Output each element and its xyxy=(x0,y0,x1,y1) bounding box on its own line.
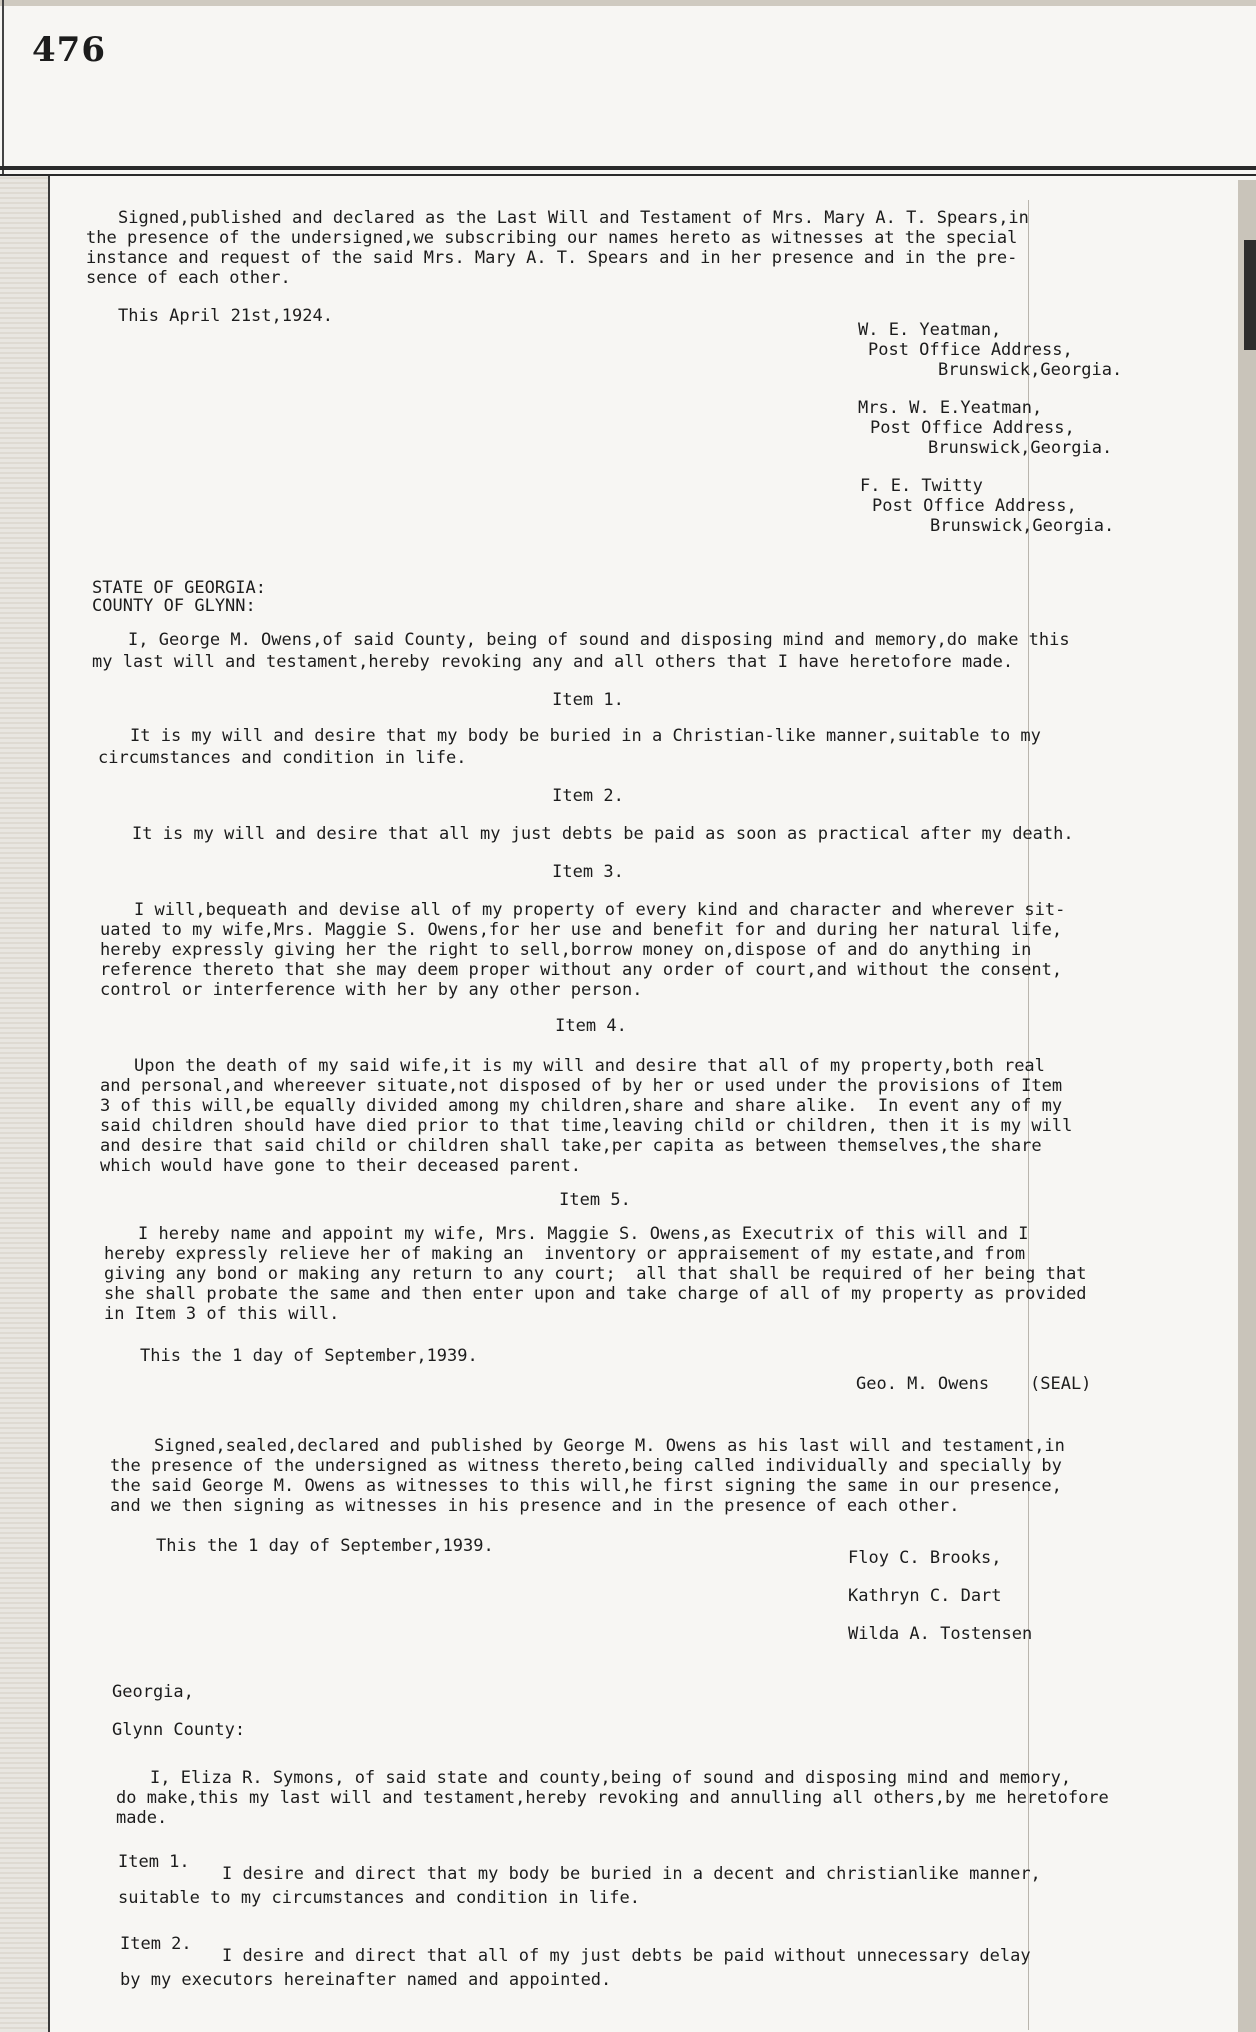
witness-name: Mrs. W. E.Yeatman, xyxy=(858,398,1043,418)
page-right-edge xyxy=(1238,180,1256,2032)
item-line: by my executors hereinafter named and appointed. xyxy=(120,1970,612,1990)
item-line: I desire and direct that my body be buried in a decent and christianlike manner, xyxy=(222,1864,1041,1884)
intro-line: do make,this my last will and testament,hereby revoking and annulling all others,by me heretofore xyxy=(116,1788,1109,1808)
attestation-line: Signed,published and declared as the Last Will and Testament of Mrs. Mary A. T. Spears,in xyxy=(118,208,1029,228)
witness-address-label: Post Office Address, xyxy=(868,340,1073,360)
attestation-line: the presence of the undersigned as witness thereto,being called individually and specially by xyxy=(110,1456,1062,1476)
attestation-line: Signed,sealed,declared and published by George M. Owens as his last will and testament,in xyxy=(154,1436,1065,1456)
witness-address-label: Post Office Address, xyxy=(872,496,1077,516)
witness-name: Kathryn C. Dart xyxy=(848,1586,1002,1606)
item-title: Item 1. xyxy=(118,1852,190,1872)
item-line: circumstances and condition in life. xyxy=(98,748,467,768)
item-line: It is my will and desire that my body be buried in a Christian-like manner,suitable to my xyxy=(130,726,1041,746)
item-line: control or interference with her by any other person. xyxy=(100,980,643,1000)
will2-date: This the 1 day of September,1939. xyxy=(140,1346,478,1366)
binding-gutter xyxy=(0,176,48,2032)
item-line: hereby expressly relieve her of making an inventory or appraisement of my estate,and from xyxy=(104,1244,1026,1264)
witness-name: W. E. Yeatman, xyxy=(858,320,1002,340)
item-line: and personal,and whereever situate,not disposed of by her or used under the provisions of Item xyxy=(100,1076,1063,1096)
witness-address-label: Post Office Address, xyxy=(870,418,1075,438)
item-line: I desire and direct that all of my just debts be paid without unnecessary delay xyxy=(222,1946,1031,1966)
witness-name: Floy C. Brooks, xyxy=(848,1548,1002,1568)
item-title: Item 2. xyxy=(552,786,624,806)
attestation-line: and we then signing as witnesses in his presence and in the presence of each other. xyxy=(110,1496,960,1516)
item-line: It is my will and desire that all my just debts be paid as soon as practical after my death. xyxy=(132,824,1074,844)
county-heading: Glynn County: xyxy=(112,1720,246,1740)
item-line: reference thereto that she may deem proper without any order of court,and without the consent, xyxy=(100,960,1063,980)
witness-address-city: Brunswick,Georgia. xyxy=(928,438,1113,458)
state-heading: STATE OF GEORGIA: xyxy=(92,578,266,598)
item-title: Item 2. xyxy=(120,1934,192,1954)
item-line: suitable to my circumstances and condition in life. xyxy=(118,1888,640,1908)
item-line: which would have gone to their deceased parent. xyxy=(100,1156,582,1176)
item-line: said children should have died prior to that time,leaving child or children, then it is my will xyxy=(100,1116,1073,1136)
item-line: she shall probate the same and then enter upon and take charge of all of my property as provided xyxy=(104,1284,1087,1304)
header-rule-thin xyxy=(0,174,1256,176)
item-line: Upon the death of my said wife,it is my will and desire that all of my property,both real xyxy=(134,1056,1045,1076)
attestation-line: instance and request of the said Mrs. Mary A. T. Spears and in her presence and in the pre- xyxy=(86,248,1018,268)
will2-attestation-date: This the 1 day of September,1939. xyxy=(156,1536,494,1556)
seal-mark: (SEAL) xyxy=(1030,1374,1092,1394)
item-line: and desire that said child or children shall take,per capita as between themselves,the share xyxy=(100,1136,1042,1156)
state-heading: Georgia, xyxy=(112,1682,194,1702)
binder-tab xyxy=(1244,240,1256,350)
county-heading: COUNTY OF GLYNN: xyxy=(92,596,256,616)
item-line: in Item 3 of this will. xyxy=(104,1304,340,1324)
testator-signature: Geo. M. Owens xyxy=(856,1374,990,1394)
witness-address-city: Brunswick,Georgia. xyxy=(938,360,1123,380)
intro-line: I, George M. Owens,of said County, being of sound and disposing mind and memory,do make this xyxy=(128,630,1070,650)
item-line: 3 of this will,be equally divided among my children,share and share alike. In event any of my xyxy=(100,1096,1063,1116)
page-number: 476 xyxy=(32,30,106,70)
attestation-line: the said George M. Owens as witnesses to this will,he first signing the same in our presence, xyxy=(110,1476,1062,1496)
witness-name: Wilda A. Tostensen xyxy=(848,1624,1033,1644)
intro-line: I, Eliza R. Symons, of said state and county,being of sound and disposing mind and memory, xyxy=(150,1768,1072,1788)
item-line: uated to my wife,Mrs. Maggie S. Owens,for her use and benefit for and during her natural life, xyxy=(100,920,1063,940)
attestation-line: sence of each other. xyxy=(86,268,291,288)
binding-line xyxy=(48,176,50,2032)
item-line: hereby expressly giving her the right to sell,borrow money on,dispose of and do anything in xyxy=(100,940,1032,960)
page-top-edge xyxy=(0,0,1256,6)
will1-date: This April 21st,1924. xyxy=(118,306,333,326)
attestation-line: the presence of the undersigned,we subscribing our names hereto as witnesses at the special xyxy=(86,228,1018,248)
item-title: Item 3. xyxy=(552,862,624,882)
item-line: I will,bequeath and devise all of my property of every kind and character and wherever sit- xyxy=(134,900,1066,920)
item-title: Item 5. xyxy=(559,1190,631,1210)
intro-line: made. xyxy=(116,1808,168,1828)
item-title: Item 4. xyxy=(555,1016,627,1036)
witness-address-city: Brunswick,Georgia. xyxy=(930,516,1115,536)
item-title: Item 1. xyxy=(552,690,624,710)
item-line: giving any bond or making any return to any court; all that shall be required of her being that xyxy=(104,1264,1087,1284)
item-line: I hereby name and appoint my wife, Mrs. Maggie S. Owens,as Executrix of this will and I xyxy=(138,1224,1029,1244)
header-rule-thick xyxy=(0,166,1256,170)
intro-line: my last will and testament,hereby revoking any and all others that I have heretofore made. xyxy=(92,652,1014,672)
witness-name: F. E. Twitty xyxy=(860,476,983,496)
